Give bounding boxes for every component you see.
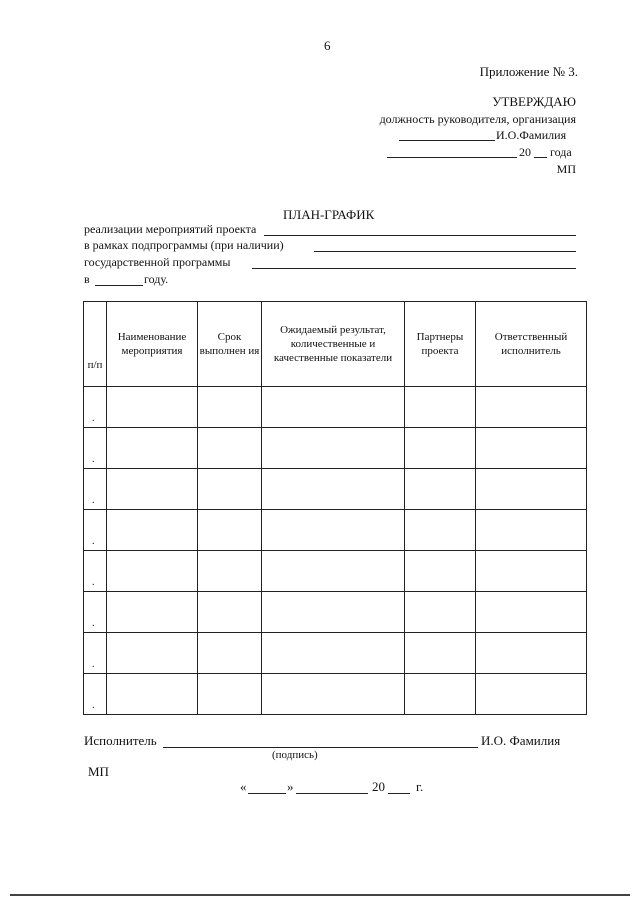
- header-partners: Партнеры проекта: [405, 302, 476, 387]
- row-number: .: [92, 577, 95, 588]
- header-expected-result: Ожидаемый результат, количественные и качественные показатели: [262, 302, 405, 387]
- table-cell: [405, 633, 476, 674]
- table-cell: [198, 428, 262, 469]
- approval-title: УТВЕРЖДАЮ: [492, 94, 576, 109]
- appendix-label: Приложение № 3.: [479, 64, 578, 79]
- table-cell: [405, 551, 476, 592]
- table-cell: [405, 469, 476, 510]
- table-cell: [476, 674, 587, 715]
- table-cell: [262, 633, 405, 674]
- table-row: [84, 674, 587, 715]
- row-number: .: [92, 618, 95, 629]
- table-row: [84, 551, 587, 592]
- field-year-prefix: в: [84, 272, 90, 286]
- table-cell: [262, 592, 405, 633]
- table-cell: [262, 551, 405, 592]
- table-cell: [476, 428, 587, 469]
- approval-date-line: [387, 157, 517, 158]
- row-number: .: [92, 700, 95, 711]
- document-title: ПЛАН-ГРАФИК: [283, 207, 375, 222]
- table-row: [84, 387, 587, 428]
- field-program-label: государственной программы: [84, 255, 231, 269]
- table-cell: [476, 551, 587, 592]
- field-year-suffix: году.: [144, 272, 169, 286]
- table-row: [84, 469, 587, 510]
- row-number: .: [92, 495, 95, 506]
- row-number-cell: [84, 469, 107, 510]
- approval-seal: МП: [556, 162, 576, 176]
- field-subprogram-label: в рамках подпрограммы (при наличии): [84, 238, 284, 252]
- table-cell: [198, 551, 262, 592]
- table-cell: [107, 592, 198, 633]
- page-bottom-border: [10, 894, 630, 896]
- field-project-label: реализации мероприятий проекта: [84, 222, 257, 236]
- row-number: .: [92, 659, 95, 670]
- table-cell: [262, 428, 405, 469]
- table-cell: [198, 633, 262, 674]
- row-number: .: [92, 536, 95, 547]
- row-number-cell: [84, 387, 107, 428]
- table-cell: [476, 592, 587, 633]
- field-program-line: [252, 268, 576, 269]
- executor-signature-line: [163, 747, 478, 748]
- approval-year-prefix: 20: [519, 145, 531, 159]
- approval-position: должность руководителя, организация: [379, 112, 576, 126]
- approval-year-suffix: года: [550, 145, 572, 159]
- row-number: .: [92, 454, 95, 465]
- date-close-quote: »: [287, 779, 294, 794]
- table-cell: [405, 592, 476, 633]
- row-number-cell: [84, 633, 107, 674]
- table-cell: [262, 674, 405, 715]
- row-number-cell: [84, 428, 107, 469]
- table-header-row: [84, 302, 587, 387]
- table-cell: [107, 428, 198, 469]
- date-open-quote: «: [240, 779, 247, 794]
- table-cell: [107, 551, 198, 592]
- table-cell: [262, 469, 405, 510]
- table-cell: [107, 674, 198, 715]
- date-day-line: [248, 793, 286, 794]
- field-year-line: [95, 285, 143, 286]
- table-cell: [476, 469, 587, 510]
- table-cell: [198, 592, 262, 633]
- page-number: 6: [324, 38, 331, 53]
- table-cell: [198, 469, 262, 510]
- date-month-line: [296, 793, 368, 794]
- row-number-cell: [84, 592, 107, 633]
- header-activity-name: Наименование мероприятия: [107, 302, 198, 387]
- table-cell: [107, 387, 198, 428]
- table-cell: [198, 387, 262, 428]
- table-cell: [405, 674, 476, 715]
- table-cell: [107, 469, 198, 510]
- row-number-cell: [84, 510, 107, 551]
- field-project-line: [264, 235, 576, 236]
- table-cell: [405, 510, 476, 551]
- table-row: [84, 633, 587, 674]
- footer-seal: МП: [88, 764, 109, 779]
- table-cell: [476, 387, 587, 428]
- row-number: .: [92, 413, 95, 424]
- signature-caption: (подпись): [272, 749, 318, 761]
- approval-signature-line: [399, 140, 495, 141]
- table-cell: [262, 387, 405, 428]
- date-year-suffix: г.: [416, 779, 424, 794]
- plan-table: [83, 301, 587, 715]
- table-cell: [476, 510, 587, 551]
- date-year-line: [388, 793, 410, 794]
- date-year-prefix: 20: [372, 779, 385, 794]
- table-row: [84, 428, 587, 469]
- table-cell: [198, 674, 262, 715]
- table-cell: [405, 428, 476, 469]
- executor-name: И.О. Фамилия: [481, 733, 561, 748]
- row-number-cell: [84, 551, 107, 592]
- header-number: п/п: [84, 302, 107, 387]
- row-number-cell: [84, 674, 107, 715]
- approval-name: И.О.Фамилия: [496, 128, 567, 142]
- table-cell: [405, 387, 476, 428]
- table-cell: [476, 633, 587, 674]
- table-cell: [107, 633, 198, 674]
- approval-year-blank: [534, 157, 547, 158]
- table-cell: [198, 510, 262, 551]
- executor-label: Исполнитель: [84, 733, 157, 748]
- header-responsible: Ответственный исполнитель: [476, 302, 587, 387]
- table-cell: [262, 510, 405, 551]
- table-row: [84, 510, 587, 551]
- table-cell: [107, 510, 198, 551]
- field-subprogram-line: [314, 251, 576, 252]
- header-deadline: Срок выполнен ия: [198, 302, 262, 387]
- table-row: [84, 592, 587, 633]
